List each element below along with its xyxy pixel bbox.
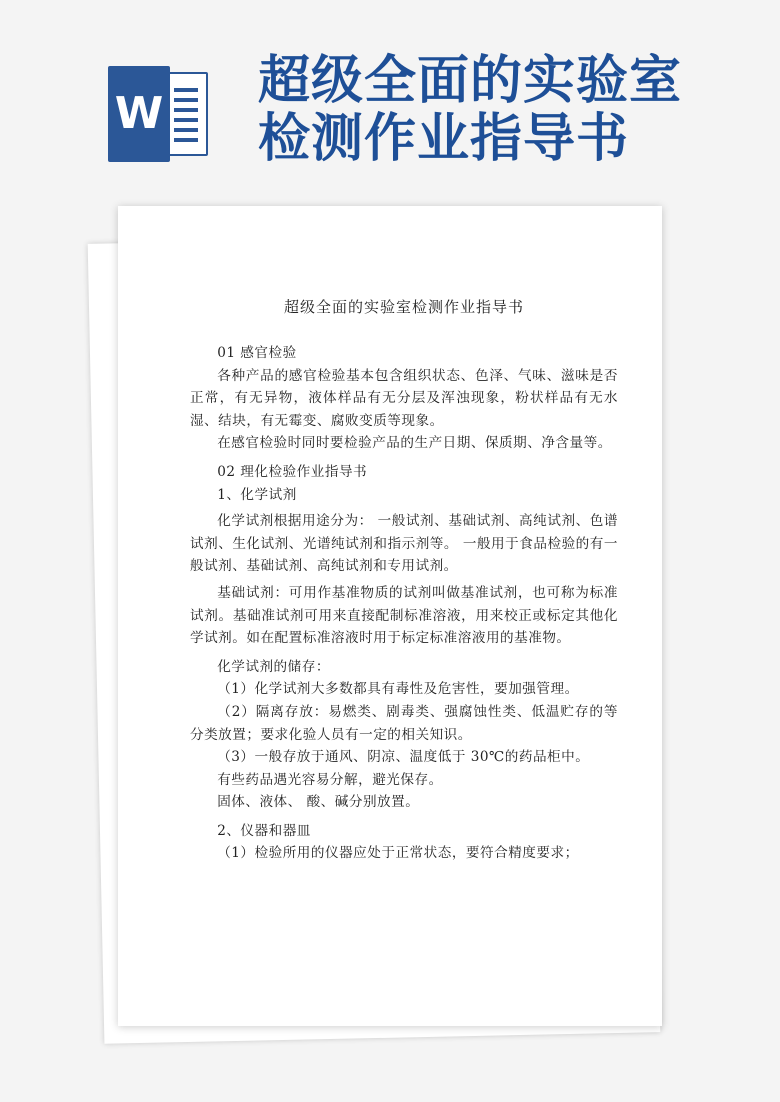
section-heading: 2、仪器和器皿 bbox=[217, 822, 311, 839]
paragraph: （2）隔离存放：易燃类、剧毒类、强腐蚀性类、低温贮存的等分类放置；要求化验人员有一定的相关知识。 bbox=[190, 703, 618, 743]
banner-title-line-2: 检测作业指导书 bbox=[258, 109, 630, 169]
paragraph: （3）一般存放于通风、阴凉、温度低于 30℃的药品柜中。 bbox=[217, 749, 590, 766]
banner-title-line-1: 超级全面的实验室 bbox=[258, 51, 683, 111]
document-page bbox=[118, 206, 662, 1026]
paragraph: 各种产品的感官检验基本包含组织状态、色泽、气味、滋味是否正常，有无异物，液体样品有无分层及浑浊现象，粉状样品有无水湿、结块，有无霉变、腐败变质等现象。 bbox=[190, 367, 618, 429]
word-document-icon bbox=[108, 66, 208, 162]
word-letter-badge: W bbox=[108, 66, 170, 162]
header bbox=[0, 0, 780, 200]
section-heading: 有些药品遇光容易分解，避光保存。 bbox=[217, 771, 443, 788]
paragraph: （1）化学试剂大多数都具有毒性及危害性，要加强管理。 bbox=[217, 681, 579, 698]
paragraph: 在感官检验时同时要检验产品的生产日期、保质期、净含量等。 bbox=[217, 435, 612, 452]
document-body bbox=[190, 342, 618, 865]
section-heading: 02 理化检验作业指导书 bbox=[217, 463, 368, 480]
banner-title bbox=[258, 52, 758, 168]
document-title: 超级全面的实验室检测作业指导书 bbox=[283, 298, 524, 316]
document-content bbox=[190, 296, 618, 865]
section-heading: 01 感官检验 bbox=[217, 345, 297, 361]
paragraph: 化学试剂根据用途分为： 一般试剂、基础试剂、高纯试剂、色谱试剂、生化试剂、光谱纯试剂和指示剂等。 一般用于食品检验的有一般试剂、基础试剂、高纯试剂和专用试剂。 bbox=[190, 513, 618, 575]
paragraph: 基础试剂：可用作基准物质的试剂叫做基准试剂，也可称为标准试剂。基础准试剂可用来直接配制标准溶液，用来校正或标定其他化学试剂。如在配置标准溶液时用于标定标准溶液用的基准物。 bbox=[190, 584, 618, 647]
section-heading: 化学试剂的储存： bbox=[217, 658, 330, 675]
paragraph: （1）检验所用的仪器应处于正常状态，要符合精度要求； bbox=[217, 845, 579, 862]
section-heading: 1、化学试剂 bbox=[217, 486, 297, 503]
section-heading: 固体、液体、 酸、碱分别放置。 bbox=[217, 794, 420, 811]
